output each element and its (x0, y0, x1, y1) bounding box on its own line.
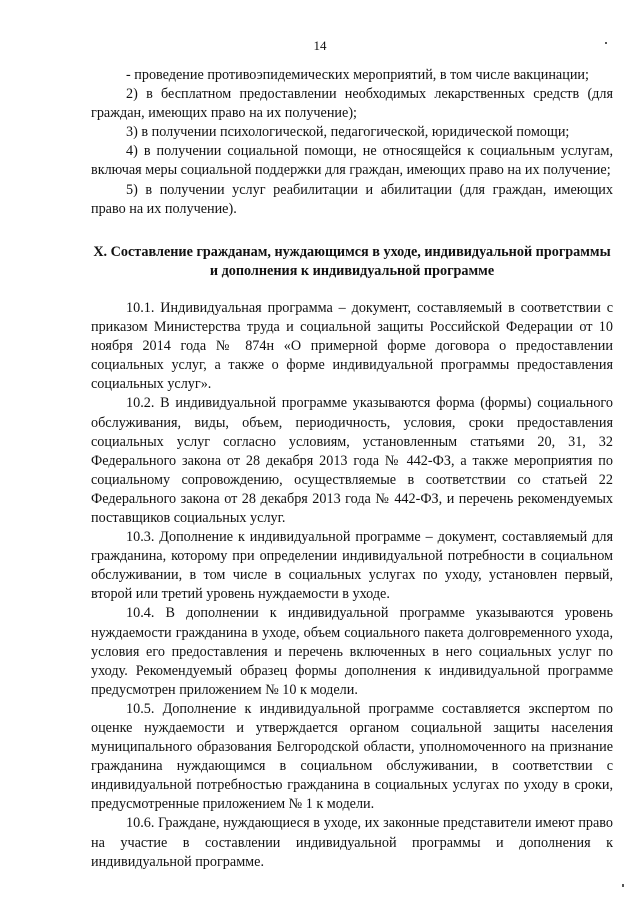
page-number: 14 (313, 38, 327, 53)
paragraph-10-1: 10.1. Индивидуальная программа – документ, составляемый в соответствии с приказом Министерства труда и социальной защиты Российской Федерации от 10 ноября 2014 года № 874н «О примерной форме договора о предоставлении социальных услуг, а также о форме индивидуальной программы предоставления социальных услуг». (91, 299, 613, 393)
paragraph-10-6: 10.6. Граждане, нуждающиеся в уходе, их законные представители имеют право на участие в составлении индивидуальной программы и дополнения к индивидуальной программе. (91, 815, 613, 870)
page-body (91, 66, 613, 872)
list-item: 2) в бесплатном предоставлении необходимых лекарственных средств (для граждан, имеющих право на их получение); (91, 86, 613, 122)
paragraph-10-4: 10.4. В дополнении к индивидуальной программе указываются уровень нуждаемости гражданина в уходе, объем социального пакета долговременного ухода, условия его предоставления и перечень включенных в него социальных услуг по уходу. Рекомендуемый образец формы дополнения к индивидуальной программе предусмотрен приложением № 10 к модели. (91, 605, 613, 698)
scan-speck (605, 42, 607, 44)
paragraph-10-5: 10.5. Дополнение к индивидуальной программе составляется экспертом по оценке нуждаемости и утверждается органом социальной защиты населения муниципального образования Белгородской области, уполномоченного на признание гражданина нуждающимся в социальном обслуживании, в соответствии с индивидуальной потребностью гражданина в социальных услугах по уходу в сроки, предусмотренные приложением № 1 к модели. (91, 700, 613, 813)
list-item: 5) в получении услуг реабилитации и абилитации (для граждан, имеющих право на их получение). (91, 181, 613, 217)
list-item: - проведение противоэпидемических мероприятий, в том числе вакцинации; (126, 67, 589, 83)
paragraph-10-2: 10.2. В индивидуальной программе указываются форма (формы) социального обслуживания, виды, объем, периодичность, условия, сроки предоставления социальных услуг согласно условиям, установленным статьями 20, 31, 32 Федерального закона от 28 декабря 2013 года № 442-ФЗ, а также мероприятия по социальному сопровождению, осуществляемые в соответствии со статьей 22 Федерального закона от 28 декабря 2013 года № 442-ФЗ, и перечень рекомендуемых поставщиков социальных услуг. (91, 395, 613, 526)
list-item: 4) в получении социальной помощи, не относящейся к социальным услугам, включая меры социальной поддержки для граждан, имеющих право на их получение; (91, 143, 613, 179)
section-heading: X. Составление гражданам, нуждающимся в уходе, индивидуальной программы и дополнения к индивидуальной программе (93, 243, 611, 279)
paragraph-10-3: 10.3. Дополнение к индивидуальной программе – документ, составляемый для гражданина, которому при определении индивидуальной потребности в социальном обслуживании, в том числе в социальных услугах по уходу, установлен первый, второй или третий уровень нуждаемости в уходе. (91, 529, 613, 603)
list-item: 3) в получении психологической, педагогической, юридической помощи; (126, 124, 570, 141)
scan-speck (622, 884, 624, 887)
